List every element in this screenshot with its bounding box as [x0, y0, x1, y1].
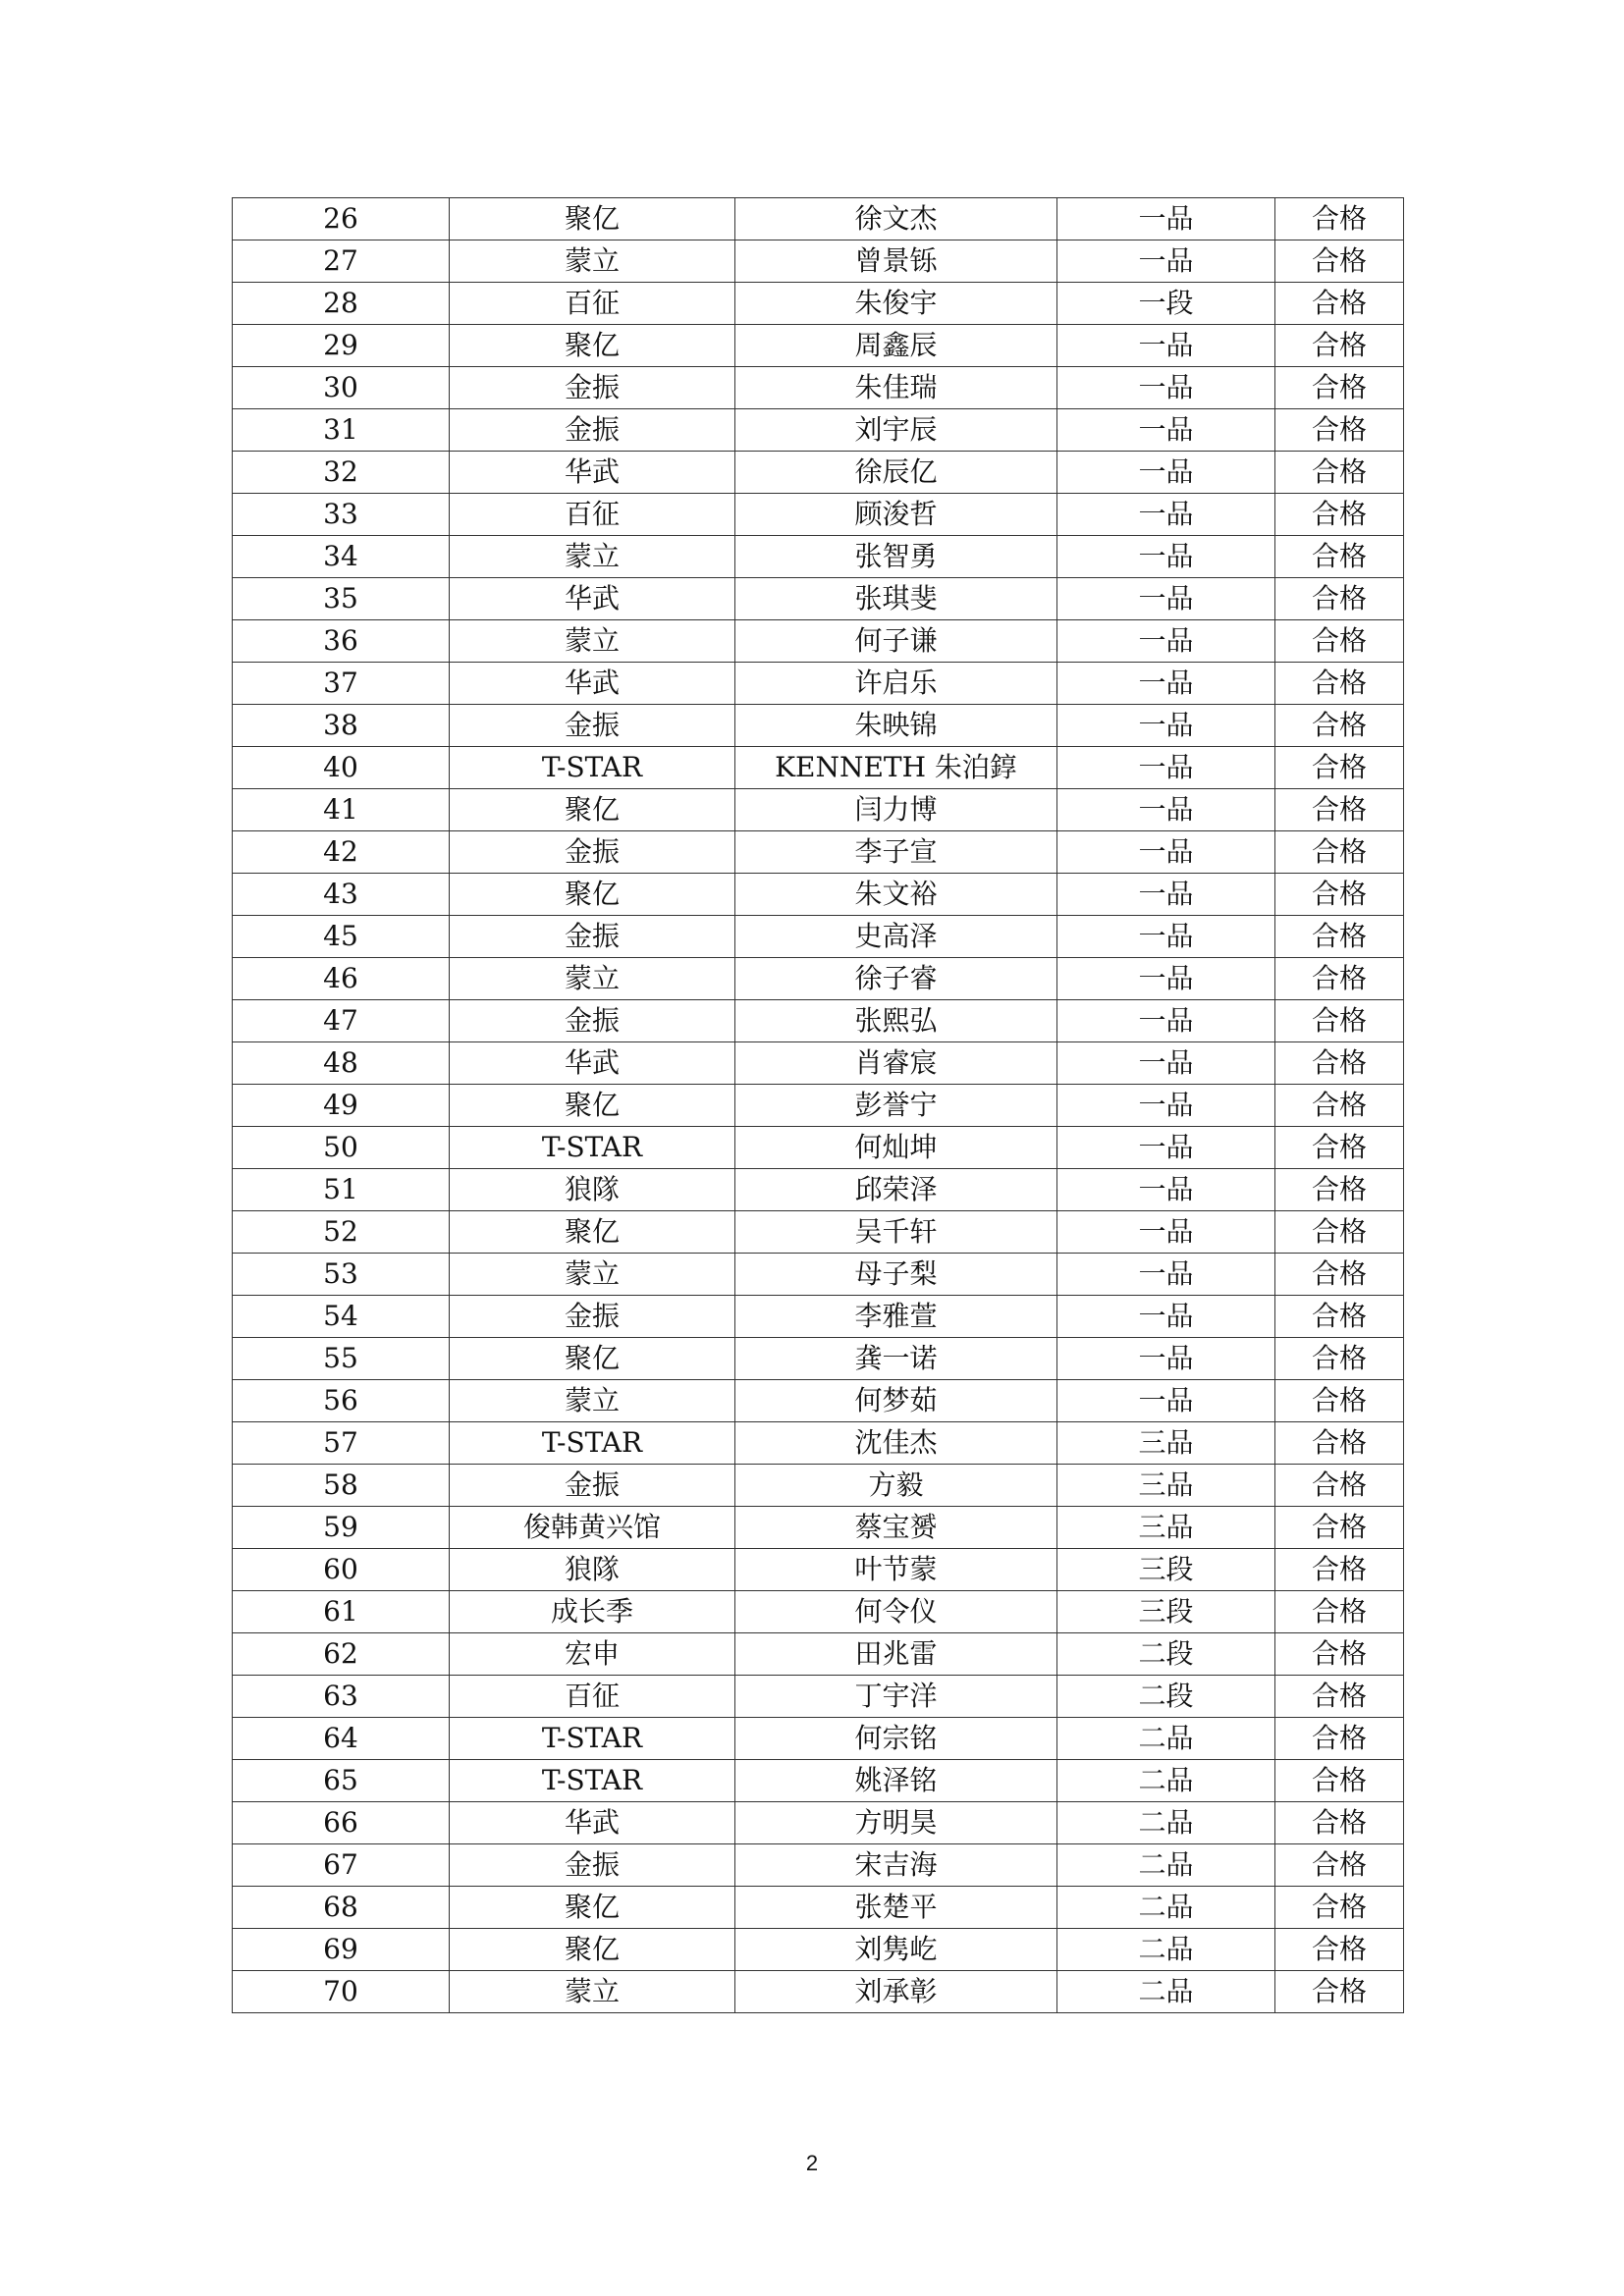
cell-level: 二品 — [1057, 1929, 1275, 1971]
results-table-body — [233, 198, 1404, 2013]
cell-result: 合格 — [1275, 1802, 1404, 1844]
cell-number: 28 — [233, 283, 450, 325]
cell-level: 二段 — [1057, 1676, 1275, 1718]
table-row — [233, 663, 1404, 705]
cell-level: 二段 — [1057, 1633, 1275, 1676]
cell-name: 李雅萱 — [735, 1296, 1057, 1338]
cell-name: 姚泽铭 — [735, 1760, 1057, 1802]
cell-level: 一品 — [1057, 874, 1275, 916]
cell-result: 合格 — [1275, 1760, 1404, 1802]
cell-name: 刘承彰 — [735, 1971, 1057, 2013]
cell-number: 41 — [233, 789, 450, 831]
cell-result: 合格 — [1275, 1254, 1404, 1296]
cell-number: 34 — [233, 536, 450, 578]
cell-club: 聚亿 — [450, 1929, 735, 1971]
cell-number: 56 — [233, 1380, 450, 1422]
cell-number: 45 — [233, 916, 450, 958]
cell-number: 46 — [233, 958, 450, 1000]
cell-number: 31 — [233, 409, 450, 452]
cell-level: 一品 — [1057, 747, 1275, 789]
cell-club: 聚亿 — [450, 198, 735, 240]
cell-level: 二品 — [1057, 1718, 1275, 1760]
cell-name: 何梦茹 — [735, 1380, 1057, 1422]
cell-result: 合格 — [1275, 1042, 1404, 1085]
table-row — [233, 1802, 1404, 1844]
cell-level: 一品 — [1057, 325, 1275, 367]
cell-club: 聚亿 — [450, 1211, 735, 1254]
table-row — [233, 1338, 1404, 1380]
cell-club: 百征 — [450, 283, 735, 325]
cell-club: 华武 — [450, 578, 735, 620]
cell-level: 一段 — [1057, 283, 1275, 325]
cell-club: 金振 — [450, 916, 735, 958]
cell-club: 金振 — [450, 1296, 735, 1338]
table-row — [233, 1887, 1404, 1929]
cell-name: 吴千轩 — [735, 1211, 1057, 1254]
cell-name: 徐文杰 — [735, 198, 1057, 240]
cell-name: KENNETH 朱泊錞 — [735, 747, 1057, 789]
table-row — [233, 1085, 1404, 1127]
cell-level: 一品 — [1057, 958, 1275, 1000]
cell-number: 64 — [233, 1718, 450, 1760]
cell-number: 57 — [233, 1422, 450, 1465]
cell-number: 43 — [233, 874, 450, 916]
cell-number: 29 — [233, 325, 450, 367]
cell-result: 合格 — [1275, 240, 1404, 283]
cell-name: 张熙弘 — [735, 1000, 1057, 1042]
cell-result: 合格 — [1275, 1507, 1404, 1549]
cell-club: 蒙立 — [450, 958, 735, 1000]
cell-result: 合格 — [1275, 958, 1404, 1000]
table-row — [233, 831, 1404, 874]
cell-result: 合格 — [1275, 494, 1404, 536]
cell-club: 狼隊 — [450, 1549, 735, 1591]
cell-club: 金振 — [450, 1844, 735, 1887]
cell-club: 金振 — [450, 409, 735, 452]
cell-result: 合格 — [1275, 452, 1404, 494]
cell-result: 合格 — [1275, 1085, 1404, 1127]
cell-level: 一品 — [1057, 620, 1275, 663]
cell-name: 邱荣泽 — [735, 1169, 1057, 1211]
table-row — [233, 1465, 1404, 1507]
cell-result: 合格 — [1275, 1169, 1404, 1211]
cell-result: 合格 — [1275, 1127, 1404, 1169]
cell-name: 徐子睿 — [735, 958, 1057, 1000]
cell-result: 合格 — [1275, 663, 1404, 705]
cell-level: 一品 — [1057, 916, 1275, 958]
table-row — [233, 1591, 1404, 1633]
cell-level: 一品 — [1057, 1338, 1275, 1380]
table-row — [233, 1676, 1404, 1718]
cell-level: 一品 — [1057, 1000, 1275, 1042]
cell-number: 65 — [233, 1760, 450, 1802]
cell-level: 一品 — [1057, 536, 1275, 578]
cell-club: 聚亿 — [450, 874, 735, 916]
cell-name: 刘宇辰 — [735, 409, 1057, 452]
cell-name: 顾浚哲 — [735, 494, 1057, 536]
cell-club: 金振 — [450, 367, 735, 409]
cell-level: 三品 — [1057, 1422, 1275, 1465]
cell-result: 合格 — [1275, 874, 1404, 916]
table-row — [233, 1549, 1404, 1591]
cell-name: 何宗铭 — [735, 1718, 1057, 1760]
cell-level: 一品 — [1057, 1380, 1275, 1422]
table-row — [233, 620, 1404, 663]
cell-club: 百征 — [450, 1676, 735, 1718]
cell-level: 三品 — [1057, 1507, 1275, 1549]
cell-name: 宋吉海 — [735, 1844, 1057, 1887]
cell-name: 史高泽 — [735, 916, 1057, 958]
cell-name: 方毅 — [735, 1465, 1057, 1507]
cell-number: 69 — [233, 1929, 450, 1971]
cell-name: 彭誉宁 — [735, 1085, 1057, 1127]
cell-name: 张楚平 — [735, 1887, 1057, 1929]
table-row — [233, 958, 1404, 1000]
cell-number: 51 — [233, 1169, 450, 1211]
cell-level: 一品 — [1057, 494, 1275, 536]
page-number: 2 — [805, 2151, 819, 2175]
cell-number: 38 — [233, 705, 450, 747]
cell-club: T-STAR — [450, 747, 735, 789]
table-row — [233, 494, 1404, 536]
cell-number: 60 — [233, 1549, 450, 1591]
table-row — [233, 1042, 1404, 1085]
table-row — [233, 1507, 1404, 1549]
cell-level: 一品 — [1057, 367, 1275, 409]
cell-result: 合格 — [1275, 283, 1404, 325]
cell-number: 62 — [233, 1633, 450, 1676]
cell-number: 40 — [233, 747, 450, 789]
cell-level: 一品 — [1057, 1169, 1275, 1211]
cell-result: 合格 — [1275, 1844, 1404, 1887]
cell-level: 一品 — [1057, 831, 1275, 874]
table-row — [233, 1254, 1404, 1296]
cell-level: 三品 — [1057, 1465, 1275, 1507]
cell-club: T-STAR — [450, 1422, 735, 1465]
table-row — [233, 916, 1404, 958]
table-row — [233, 198, 1404, 240]
cell-result: 合格 — [1275, 1591, 1404, 1633]
cell-name: 叶节蒙 — [735, 1549, 1057, 1591]
cell-number: 37 — [233, 663, 450, 705]
cell-club: 聚亿 — [450, 325, 735, 367]
cell-name: 沈佳杰 — [735, 1422, 1057, 1465]
table-row — [233, 1169, 1404, 1211]
table-row — [233, 1844, 1404, 1887]
cell-club: 蒙立 — [450, 1971, 735, 2013]
cell-club: 金振 — [450, 1000, 735, 1042]
cell-result: 合格 — [1275, 578, 1404, 620]
cell-club: 蒙立 — [450, 620, 735, 663]
cell-name: 朱映锦 — [735, 705, 1057, 747]
cell-number: 67 — [233, 1844, 450, 1887]
cell-name: 龚一诺 — [735, 1338, 1057, 1380]
cell-number: 42 — [233, 831, 450, 874]
cell-number: 50 — [233, 1127, 450, 1169]
cell-result: 合格 — [1275, 1422, 1404, 1465]
cell-number: 52 — [233, 1211, 450, 1254]
cell-result: 合格 — [1275, 1549, 1404, 1591]
table-row — [233, 409, 1404, 452]
cell-name: 田兆雷 — [735, 1633, 1057, 1676]
cell-level: 三段 — [1057, 1549, 1275, 1591]
cell-result: 合格 — [1275, 367, 1404, 409]
cell-name: 朱佳瑞 — [735, 367, 1057, 409]
cell-level: 三段 — [1057, 1591, 1275, 1633]
table-row — [233, 1380, 1404, 1422]
cell-result: 合格 — [1275, 1338, 1404, 1380]
cell-club: 聚亿 — [450, 1085, 735, 1127]
cell-level: 一品 — [1057, 452, 1275, 494]
cell-number: 59 — [233, 1507, 450, 1549]
cell-level: 一品 — [1057, 1254, 1275, 1296]
cell-club: 华武 — [450, 663, 735, 705]
table-row — [233, 452, 1404, 494]
table-row — [233, 1929, 1404, 1971]
table-row — [233, 1296, 1404, 1338]
cell-club: T-STAR — [450, 1718, 735, 1760]
cell-number: 61 — [233, 1591, 450, 1633]
cell-club: 华武 — [450, 1802, 735, 1844]
cell-result: 合格 — [1275, 747, 1404, 789]
cell-name: 张智勇 — [735, 536, 1057, 578]
table-row — [233, 240, 1404, 283]
cell-club: 俊韩黄兴馆 — [450, 1507, 735, 1549]
table-row — [233, 1127, 1404, 1169]
table-row — [233, 536, 1404, 578]
cell-number: 63 — [233, 1676, 450, 1718]
cell-result: 合格 — [1275, 1465, 1404, 1507]
cell-name: 周鑫辰 — [735, 325, 1057, 367]
cell-name: 曾景铄 — [735, 240, 1057, 283]
cell-level: 二品 — [1057, 1760, 1275, 1802]
cell-level: 一品 — [1057, 663, 1275, 705]
cell-level: 一品 — [1057, 409, 1275, 452]
cell-result: 合格 — [1275, 536, 1404, 578]
cell-number: 33 — [233, 494, 450, 536]
cell-number: 49 — [233, 1085, 450, 1127]
cell-level: 二品 — [1057, 1971, 1275, 2013]
cell-level: 一品 — [1057, 1296, 1275, 1338]
table-row — [233, 1971, 1404, 2013]
cell-name: 李子宣 — [735, 831, 1057, 874]
cell-level: 一品 — [1057, 1085, 1275, 1127]
cell-club: 狼隊 — [450, 1169, 735, 1211]
cell-name: 朱文裕 — [735, 874, 1057, 916]
cell-name: 许启乐 — [735, 663, 1057, 705]
cell-level: 一品 — [1057, 789, 1275, 831]
cell-number: 36 — [233, 620, 450, 663]
results-table — [232, 197, 1404, 2013]
cell-club: 宏申 — [450, 1633, 735, 1676]
cell-result: 合格 — [1275, 1380, 1404, 1422]
cell-club: 成长季 — [450, 1591, 735, 1633]
cell-level: 一品 — [1057, 1127, 1275, 1169]
cell-result: 合格 — [1275, 916, 1404, 958]
cell-result: 合格 — [1275, 1296, 1404, 1338]
cell-level: 一品 — [1057, 240, 1275, 283]
cell-number: 35 — [233, 578, 450, 620]
cell-club: 百征 — [450, 494, 735, 536]
table-row — [233, 1718, 1404, 1760]
cell-club: 蒙立 — [450, 1380, 735, 1422]
cell-level: 二品 — [1057, 1802, 1275, 1844]
cell-number: 47 — [233, 1000, 450, 1042]
cell-name: 徐辰亿 — [735, 452, 1057, 494]
table-row — [233, 874, 1404, 916]
cell-result: 合格 — [1275, 1000, 1404, 1042]
cell-club: 聚亿 — [450, 789, 735, 831]
cell-club: 聚亿 — [450, 1887, 735, 1929]
cell-result: 合格 — [1275, 705, 1404, 747]
cell-club: 华武 — [450, 1042, 735, 1085]
cell-club: 蒙立 — [450, 240, 735, 283]
cell-level: 二品 — [1057, 1887, 1275, 1929]
cell-club: 蒙立 — [450, 536, 735, 578]
cell-result: 合格 — [1275, 1676, 1404, 1718]
table-row — [233, 747, 1404, 789]
cell-club: 金振 — [450, 831, 735, 874]
cell-result: 合格 — [1275, 789, 1404, 831]
cell-name: 方明昊 — [735, 1802, 1057, 1844]
cell-name: 闫力博 — [735, 789, 1057, 831]
cell-number: 53 — [233, 1254, 450, 1296]
table-row — [233, 1760, 1404, 1802]
cell-club: T-STAR — [450, 1760, 735, 1802]
cell-result: 合格 — [1275, 1211, 1404, 1254]
table-row — [233, 789, 1404, 831]
cell-name: 丁宇洋 — [735, 1676, 1057, 1718]
cell-club: T-STAR — [450, 1127, 735, 1169]
cell-level: 一品 — [1057, 705, 1275, 747]
table-row — [233, 578, 1404, 620]
cell-number: 68 — [233, 1887, 450, 1929]
table-row — [233, 1633, 1404, 1676]
cell-number: 27 — [233, 240, 450, 283]
cell-result: 合格 — [1275, 325, 1404, 367]
cell-result: 合格 — [1275, 198, 1404, 240]
cell-name: 蔡宝赟 — [735, 1507, 1057, 1549]
cell-level: 一品 — [1057, 578, 1275, 620]
cell-number: 32 — [233, 452, 450, 494]
cell-number: 26 — [233, 198, 450, 240]
cell-result: 合格 — [1275, 1929, 1404, 1971]
cell-name: 肖睿宸 — [735, 1042, 1057, 1085]
cell-result: 合格 — [1275, 831, 1404, 874]
cell-name: 何令仪 — [735, 1591, 1057, 1633]
cell-number: 55 — [233, 1338, 450, 1380]
cell-result: 合格 — [1275, 409, 1404, 452]
cell-number: 58 — [233, 1465, 450, 1507]
table-row — [233, 1000, 1404, 1042]
cell-result: 合格 — [1275, 1718, 1404, 1760]
cell-level: 一品 — [1057, 1211, 1275, 1254]
table-row — [233, 705, 1404, 747]
table-row — [233, 283, 1404, 325]
cell-name: 母子梨 — [735, 1254, 1057, 1296]
cell-number: 30 — [233, 367, 450, 409]
cell-level: 一品 — [1057, 1042, 1275, 1085]
cell-club: 聚亿 — [450, 1338, 735, 1380]
table-row — [233, 367, 1404, 409]
cell-name: 刘隽屹 — [735, 1929, 1057, 1971]
cell-result: 合格 — [1275, 1971, 1404, 2013]
cell-club: 华武 — [450, 452, 735, 494]
cell-number: 70 — [233, 1971, 450, 2013]
cell-level: 二品 — [1057, 1844, 1275, 1887]
cell-result: 合格 — [1275, 1887, 1404, 1929]
cell-club: 金振 — [450, 1465, 735, 1507]
cell-number: 54 — [233, 1296, 450, 1338]
cell-number: 48 — [233, 1042, 450, 1085]
cell-result: 合格 — [1275, 1633, 1404, 1676]
cell-name: 何子谦 — [735, 620, 1057, 663]
cell-club: 蒙立 — [450, 1254, 735, 1296]
cell-result: 合格 — [1275, 620, 1404, 663]
table-row — [233, 1211, 1404, 1254]
cell-level: 一品 — [1057, 198, 1275, 240]
cell-name: 朱俊宇 — [735, 283, 1057, 325]
table-row — [233, 325, 1404, 367]
table-row — [233, 1422, 1404, 1465]
cell-name: 张琪斐 — [735, 578, 1057, 620]
cell-club: 金振 — [450, 705, 735, 747]
cell-name: 何灿坤 — [735, 1127, 1057, 1169]
cell-number: 66 — [233, 1802, 450, 1844]
